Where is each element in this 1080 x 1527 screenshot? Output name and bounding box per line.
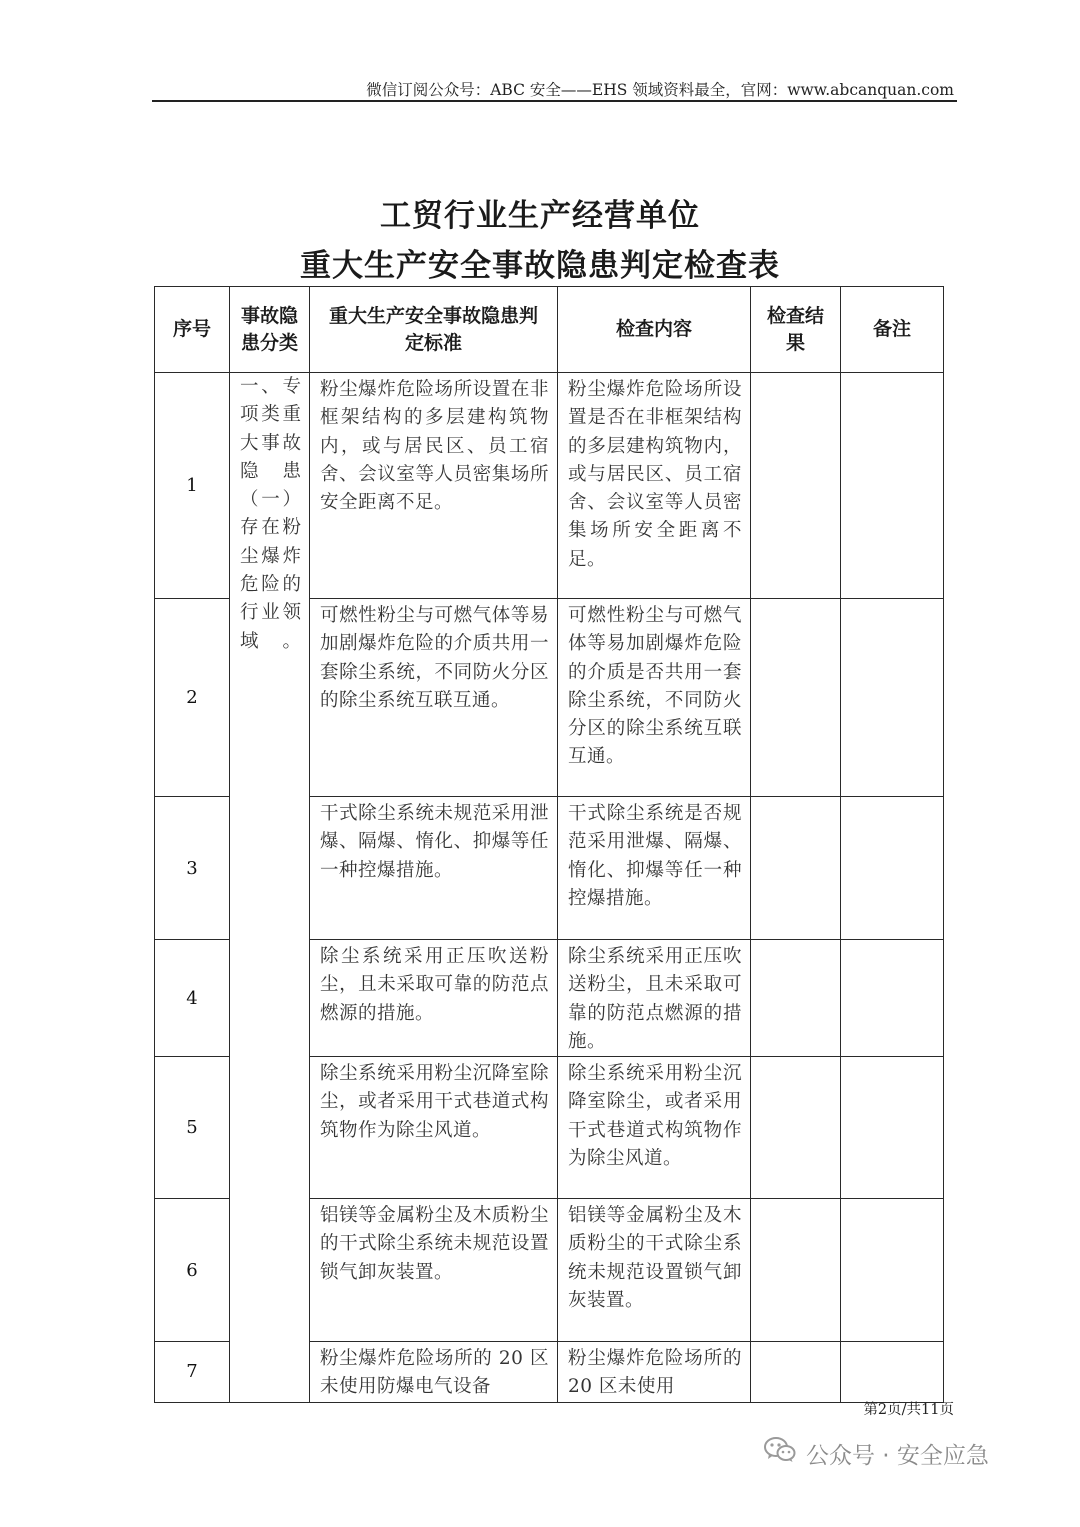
row-remark <box>841 373 944 599</box>
row-remark <box>841 1057 944 1199</box>
row-remark <box>841 599 944 797</box>
row-result <box>751 373 841 599</box>
row-index: 3 <box>155 797 230 940</box>
row-standard: 除尘系统采用粉尘沉降室除尘，或者采用干式巷道式构筑物作为除尘风道。 <box>310 1057 558 1199</box>
row-remark <box>841 940 944 1057</box>
document-title-line1: 工贸行业生产经营单位 <box>380 198 700 234</box>
header-content: 检查内容 <box>558 287 751 373</box>
row-index: 5 <box>155 1057 230 1199</box>
row-content: 粉尘爆炸危险场所设置是否在非框架结构的多层建构筑物内，或与居民区、员工宿舍、会议室等人员密集场所安全距离不足。 <box>558 373 751 599</box>
watermark-text: 公众号 · 安全应急 <box>806 1442 989 1469</box>
row-standard: 粉尘爆炸危险场所的 20 区未使用防爆电气设备 <box>310 1342 558 1403</box>
table-header-row <box>155 287 944 373</box>
wechat-icon <box>764 1436 796 1470</box>
row-content: 铝镁等金属粉尘及木质粉尘的干式除尘系统未规范设置锁气卸灰装置。 <box>558 1199 751 1342</box>
row-content: 粉尘爆炸危险场所的 20 区未使用 <box>558 1342 751 1403</box>
table-row <box>155 373 944 599</box>
page-number: 第2页/共11页 <box>863 1402 954 1418</box>
row-content: 可燃性粉尘与可燃气体等易加剧爆炸危险的介质是否共用一套除尘系统，不同防火分区的除尘系统互联互通。 <box>558 599 751 797</box>
row-index: 6 <box>155 1199 230 1342</box>
row-standard: 铝镁等金属粉尘及木质粉尘的干式除尘系统未规范设置锁气卸灰装置。 <box>310 1199 558 1342</box>
header-divider <box>152 100 957 102</box>
row-content: 除尘系统采用正压吹送粉尘，且未采取可靠的防范点燃源的措施。 <box>558 940 751 1057</box>
row-content: 除尘系统采用粉尘沉降室除尘，或者采用干式巷道式构筑物作为除尘风道。 <box>558 1057 751 1199</box>
row-index: 2 <box>155 599 230 797</box>
row-result <box>751 599 841 797</box>
row-content: 干式除尘系统是否规范采用泄爆、隔爆、惰化、抑爆等任一种控爆措施。 <box>558 797 751 940</box>
row-result <box>751 1199 841 1342</box>
header-category: 事故隐患分类 <box>230 287 310 373</box>
row-remark <box>841 797 944 940</box>
row-standard: 除尘系统采用正压吹送粉尘，且未采取可靠的防范点燃源的措施。 <box>310 940 558 1057</box>
row-result <box>751 1057 841 1199</box>
header-index: 序号 <box>155 287 230 373</box>
row-result <box>751 797 841 940</box>
row-standard: 可燃性粉尘与可燃气体等易加剧爆炸危险的介质共用一套除尘系统，不同防火分区的除尘系统互联互通。 <box>310 599 558 797</box>
row-index: 4 <box>155 940 230 1057</box>
header-result: 检查结果 <box>751 287 841 373</box>
document-title-line2: 重大生产安全事故隐患判定检查表 <box>300 248 780 284</box>
row-result <box>751 940 841 1057</box>
row-remark <box>841 1342 944 1403</box>
inspection-table <box>154 286 944 1403</box>
category-cell: 一、专项类重大事故隐患（一）存在粉尘爆炸危险的行业领域。 <box>230 373 310 1403</box>
row-index: 1 <box>155 373 230 599</box>
row-standard: 粉尘爆炸危险场所设置在非框架结构的多层建构筑物内，或与居民区、员工宿舍、会议室等人员密集场所安全距离不足。 <box>310 373 558 599</box>
row-index: 7 <box>155 1342 230 1403</box>
page-header-text: 微信订阅公众号：ABC 安全——EHS 领域资料最全，官网：www.abcanquan.com <box>366 81 954 99</box>
row-standard: 干式除尘系统未规范采用泄爆、隔爆、惰化、抑爆等任一种控爆措施。 <box>310 797 558 940</box>
row-result <box>751 1342 841 1403</box>
header-standard: 重大生产安全事故隐患判定标准 <box>310 287 558 373</box>
row-remark <box>841 1199 944 1342</box>
watermark <box>764 1436 989 1470</box>
header-remark: 备注 <box>841 287 944 373</box>
